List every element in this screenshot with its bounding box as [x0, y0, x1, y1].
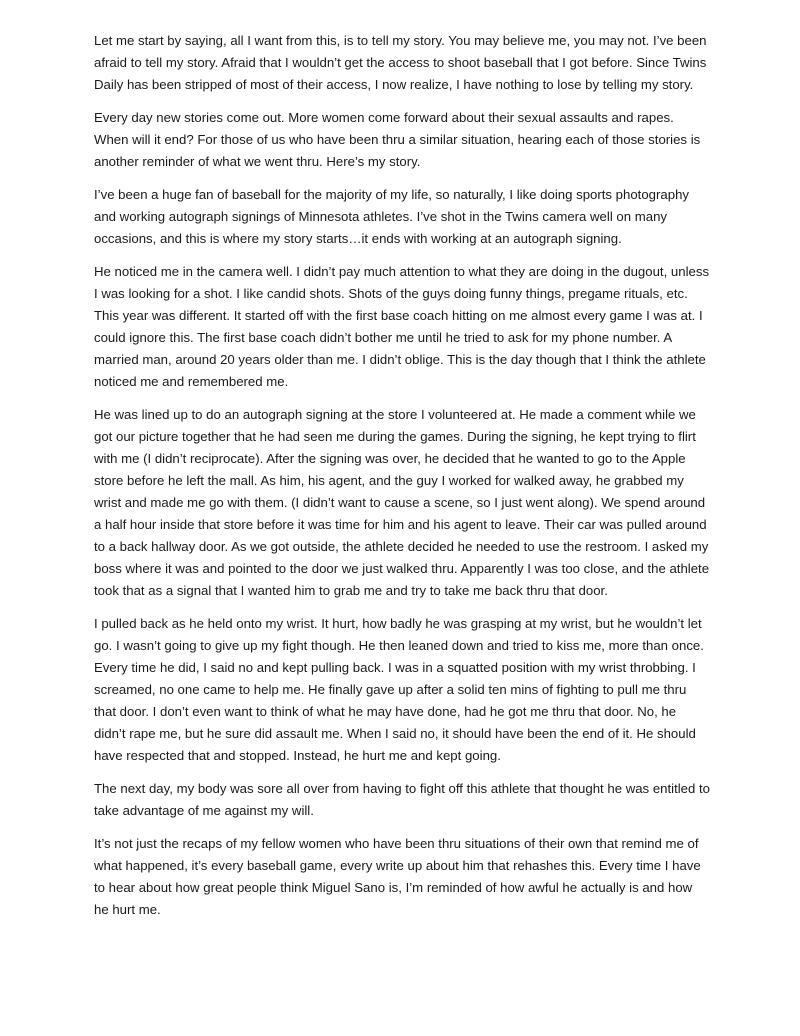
paragraph-2: Every day new stories come out. More women come forward about their sexual assaults and rapes. When will it end? For those of us who have been thru a similar situation, hearing each of those stories is another reminder of what we went thru. Here’s my story.	[94, 110, 701, 169]
paragraph-4: He noticed me in the camera well. I didn’t pay much attention to what they are doing in the dugout, unless I was looking for a shot. I like candid shots. Shots of the guys doing funny things, pregame rituals, etc. This year was different. It started off with the first base coach hitting on me almost every game I was at. I could ignore this. The first base coach didn’t bother me until he tried to ask for my phone number. A married man, around 20 years older than me. I didn’t oblige. This is the day though that I think the athlete noticed me and remembered me.	[94, 264, 710, 389]
paragraph-6: I pulled back as he held onto my wrist. It hurt, how badly he was grasping at my wrist, but he wouldn’t let go. I wasn’t going to give up my fight though. He then leaned down and tried to kiss me, more than once. Every time he did, I said no and kept pulling back. I was in a squatted position with my wrist throbbing. I screamed, no one came to help me. He finally gave up after a solid ten mins of fighting to pull me thru that door. I don’t even want to think of what he may have done, had he got me thru that door. No, he didn’t rape me, but he sure did assault me. When I said no, it should have been the end of it. He should have respected that and stopped. Instead, he hurt me and kept going.	[94, 616, 704, 763]
paragraph-1: Let me start by saying, all I want from this, is to tell my story. You may believe me, you may not. I’ve been afraid to tell my story. Afraid that I wouldn’t get the access to shoot baseball that I got before. Since Twins Daily has been stripped of most of their access, I now realize, I have nothing to lose by telling my story.	[94, 33, 707, 92]
paragraph-7: The next day, my body was sore all over from having to fight off this athlete that thought he was entitled to take advantage of me against my will.	[94, 781, 711, 818]
paragraph-3: I’ve been a huge fan of baseball for the majority of my life, so naturally, I like doing sports photography and working autograph signings of Minnesota athletes. I’ve shot in the Twins camera well on many occasions, and this is where my story starts…it ends with working at an autograph signing.	[94, 187, 689, 246]
paragraph-8: It’s not just the recaps of my fellow women who have been thru situations of their own that remind me of what happened, it’s every baseball game, every write up about him that rehashes this. Every time I have to hear about how great people think Miguel Sano is, I’m reminded of how awful he actually is and how he hurt me.	[94, 836, 701, 917]
paragraph-5: He was lined up to do an autograph signing at the store I volunteered at. He made a comment while we got our picture together that he had seen me during the games. During the signing, he kept trying to flirt with me (I didn’t reciprocate). After the signing was over, he decided that he wanted to go to the Apple store before he left the mall. As him, his agent, and the guy I worked for walked away, he grabbed my wrist and made me go with them. (I didn’t want to cause a scene, so I just went along). We spend around a half hour inside that store before it was time for him and his agent to leave. Their car was pulled around to a back hallway door. As we got outside, the athlete decided he needed to use the restroom. I asked my boss where it was and pointed to the door we just walked thru. Apparently I was too close, and the athlete took that as a signal that I wanted him to grab me and try to take me back thru that door.	[94, 407, 710, 598]
